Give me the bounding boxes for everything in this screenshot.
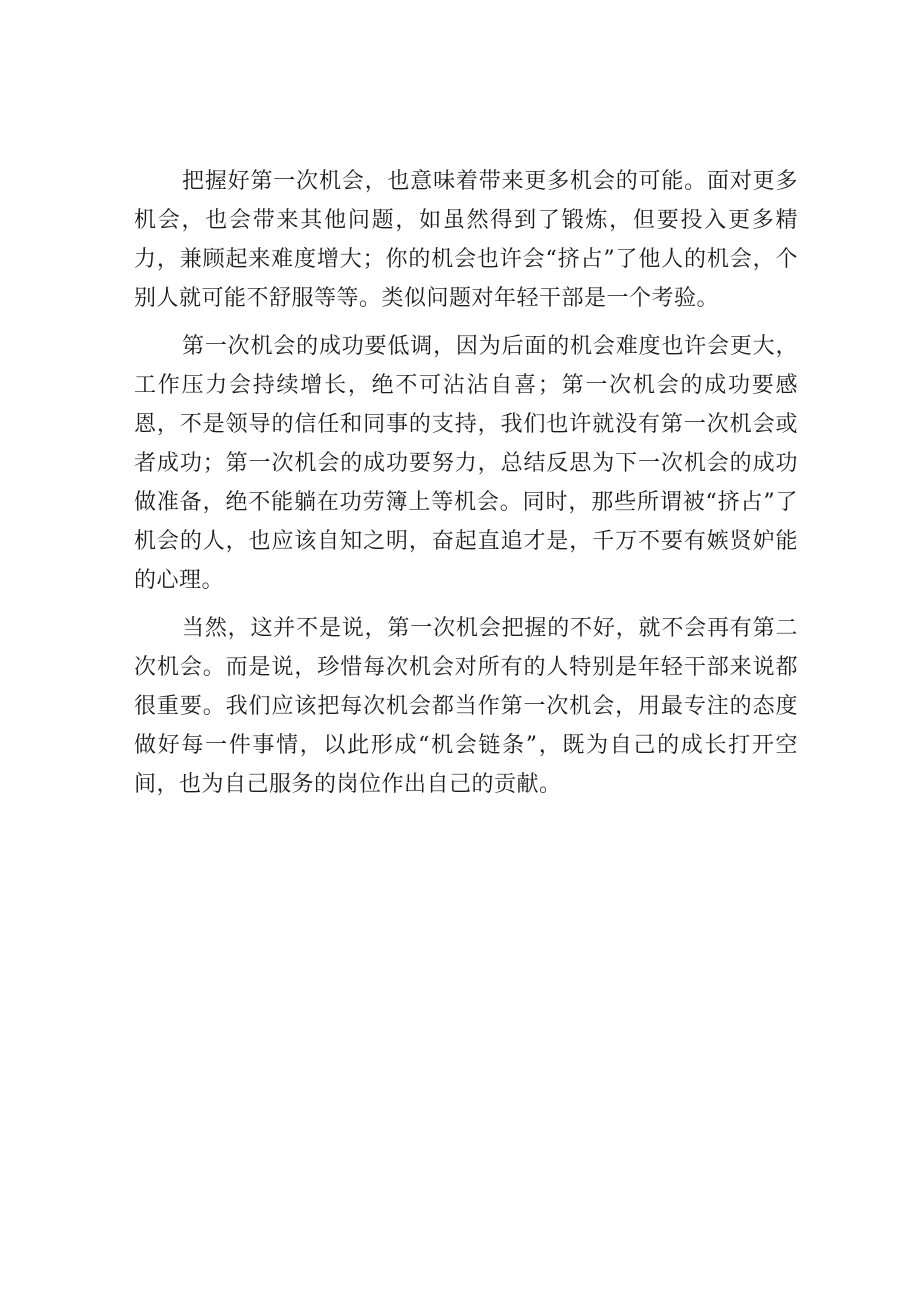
paragraph-3: 当然，这并不是说，第一次机会把握的不好，就不会再有第二次机会。而是说，珍惜每次机会对所有的人特别是年轻干部来说都很重要。我们应该把每次机会都当作第一次机会，用最专注的态度做好每一件事情，以此形成“机会链条”，既为自己的成长打开空间，也为自己服务的岗位作出自己的贡献。 (134, 616, 798, 797)
document-body (134, 162, 798, 813)
paragraph-1: 把握好第一次机会，也意味着带来更多机会的可能。面对更多机会，也会带来其他问题，如虽然得到了锻炼，但要投入更多精力，兼顾起来难度增大；你的机会也许会“挤占”了他人的机会，个别人就可能不舒服等等。类似问题对年轻干部是一个考验。 (134, 169, 798, 311)
paragraph-2: 第一次机会的成功要低调，因为后面的机会难度也许会更大，工作压力会持续增长，绝不可沾沾自喜；第一次机会的成功要感恩，不是领导的信任和同事的支持，我们也许就没有第一次机会或者成功；第一次机会的成功要努力，总结反思为下一次机会的成功做准备，绝不能躺在功劳簿上等机会。同时，那些所谓被“挤占”了机会的人，也应该自知之明，奋起直追才是，千万不要有嫉贤妒能的心理。 (134, 334, 798, 593)
